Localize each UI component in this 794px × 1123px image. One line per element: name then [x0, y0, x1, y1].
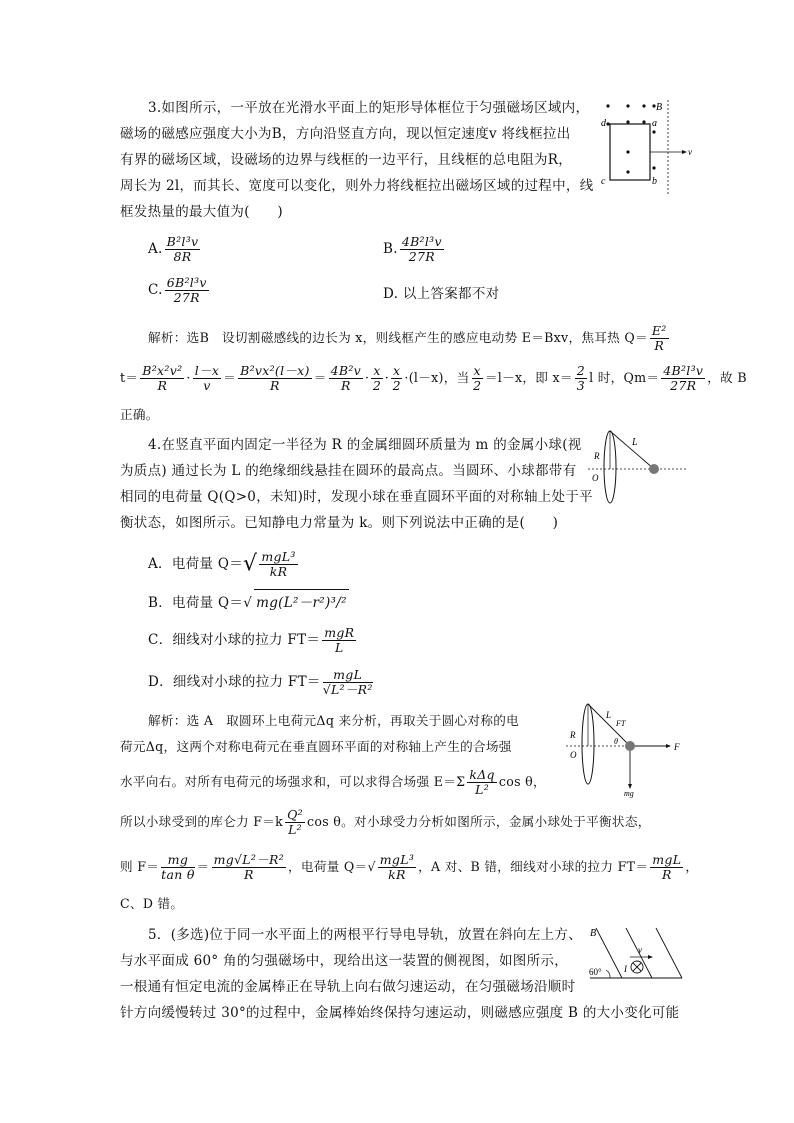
q3-line-5: 框发热量的最大值为( ) — [120, 204, 283, 220]
fig3-label-O: O — [570, 750, 577, 760]
q4-line-2: 为质点) 通过长为 L 的绝缘细线悬挂在圆环的最高点。当圆环、小球都带有 — [120, 463, 577, 479]
fig2-label-O: O — [592, 473, 599, 483]
q4-solution-line-6: C、D 错。 — [120, 896, 184, 911]
q3-line-3: 有界的磁场区域，设磁场的边界与线框的一边平行，且线框的总电阻为R， — [120, 152, 573, 168]
q5-line-2: 与水平面成 60° 角的匀强磁场中，现给出这一装置的侧视图，如图所示， — [120, 953, 569, 969]
q3-solution-line-3: 正确。 — [120, 407, 159, 422]
fig2-label-R: R — [594, 451, 600, 461]
fig4-label-v: v — [638, 945, 642, 955]
q3-solution-line-1: 解析：选B 设切割磁感线的边长为 x，则线框产生的感应电动势 E＝Bxv，焦耳热 Q＝ $\frac{\text{E²}}{R}$ — [148, 323, 667, 353]
fig1-label-d: d — [601, 118, 606, 129]
fig1-label-b: b — [652, 176, 657, 187]
q4-solution-line-3: 水平向右。对所有电荷元的场强求和，可以求得合场强 E＝Σ $\frac{\text{kΔq}}{\text{L²}}$ cos θ， — [120, 767, 546, 797]
q4-line-3: 相同的电荷量 Q(Q>0，未知)时，发现小球在垂直圆环平面的对称轴上处于平 — [120, 489, 593, 505]
q5-line-1: 5．(多选)位于同一水平面上的两根平行导电导轨，放置在斜向左上方、 — [148, 927, 583, 943]
q3-option-d: D. 以上答案都不对 — [383, 286, 500, 302]
q3-option-c: C. $\frac{\text{6B²l³v}}{27R}$ — [148, 275, 207, 305]
fig-loop-in-field — [596, 98, 696, 194]
fig3-label-mg: mg — [624, 789, 634, 798]
fig4-label-B: B — [590, 928, 597, 939]
q3-line-2: 磁场的磁感应强度大小为B，方向沿竖直方向，现以恒定速度v 将线框拉出 — [120, 126, 571, 142]
q4-option-a: A．电荷量 Q＝√ $\frac{\text{mgL³}}{kR}$ — [148, 549, 296, 579]
q4-option-b: B．电荷量 Q＝√ mg(L²－r²)³/² — [148, 589, 349, 616]
q4-solution-line-1: 解析：选 A 取圆环上电荷元Δq 来分析，再取关于圆心对称的电 — [148, 713, 519, 728]
fig1-label-v: v — [688, 147, 692, 157]
fig3-label-R: R — [570, 730, 576, 740]
fig1-label-c: c — [601, 176, 606, 187]
fig4-label-I: I — [624, 964, 627, 974]
q4-option-d: D．细线对小球的拉力 FT＝ $\frac{\text{mgL}}{\text{√L²－R²}}$ — [148, 667, 373, 697]
q4-option-c: C．细线对小球的拉力 FT＝ $\frac{\text{mgR}}{L}$ — [148, 625, 355, 655]
q4-solution-line-2: 荷元Δq，这两个对称电荷元在垂直圆环平面的对称轴上产生的合场强 — [120, 739, 512, 754]
fig3-label-theta: θ — [614, 737, 618, 746]
fig4-label-angle: 60° — [589, 967, 602, 977]
fig-ring-ball — [588, 425, 688, 505]
fig-rail-side-view — [586, 922, 686, 986]
q4-line-1: 4.在竖直平面内固定一半径为 R 的金属细圆环质量为 m 的金属小球(视 — [148, 437, 582, 453]
q5-line-4: 针方向缓慢转过 30°的过程中，金属棒始终保持匀速运动，则磁感应强度 B 的大小变化可能 — [120, 1005, 680, 1021]
q4-solution-line-5: 则 F＝ $\frac{mg}{\text{tan θ}}$ ＝ $\frac{\text{mg√L²－R²}}{R}$ ，电荷量 Q＝√ $\frac{\text{mgL³}}{kR}$ ，A 对、B 错，细线对小球的拉力 FT＝ $\frac{\text{mgL}}{R}$ ， — [120, 852, 699, 882]
fig1-label-B: B — [656, 102, 663, 113]
q3-line-1: 3.如图所示，一平放在光滑水平面上的矩形导体框位于匀强磁场区域内， — [148, 100, 590, 116]
fig3-label-L: L — [606, 710, 612, 720]
q4-line-4: 衡状态，如图所示。已知静电力常量为 k。则下列说法中正确的是( ) — [120, 515, 559, 531]
q3-solution-line-2: t＝ $\frac{\text{B²x²v²}}{R}$ · $\frac{l-x}{v}$ ＝ $\frac{\text{B²vx²(l－x)}}{R}$ ＝ $\frac{\text{4B²v}}{R}$ · $\frac{x}{2}$ · $\frac{x}{2}$ ·(l－x)，当 $\frac{x}{2}$ ＝l－x，即 x＝ $\frac{2}{3}$ l 时，Qm＝ $\frac{\text{4B²l³v}}{27R}$ ，故 B — [120, 363, 747, 393]
fig2-label-L: L — [632, 437, 638, 448]
q3-option-a: A. $\frac{\text{B²l³v}}{8R}$ — [148, 234, 199, 264]
fig3-label-F: F — [674, 742, 680, 752]
q5-line-3: 一根通有恒定电流的金属棒正在导轨上向右做匀速运动，在匀强磁场沿顺时 — [120, 979, 576, 995]
q4-solution-line-4: 所以小球受到的库仑力 F＝k $\frac{\text{Q²}}{\text{L²}}$ cos θ。对小球受力分析如图所示，金属小球处于平衡状态， — [120, 807, 651, 837]
q3-line-4: 周长为 2l，而其长、宽度可以变化，则外力将线框拉出磁场区域的过程中，线 — [120, 178, 594, 194]
fig-force-analysis — [566, 700, 686, 800]
q3-option-b: B. $\frac{\text{4B²l³v}}{27R}$ — [383, 234, 442, 264]
fig3-label-FT: FT — [616, 719, 626, 728]
fig1-label-a: a — [652, 118, 657, 129]
